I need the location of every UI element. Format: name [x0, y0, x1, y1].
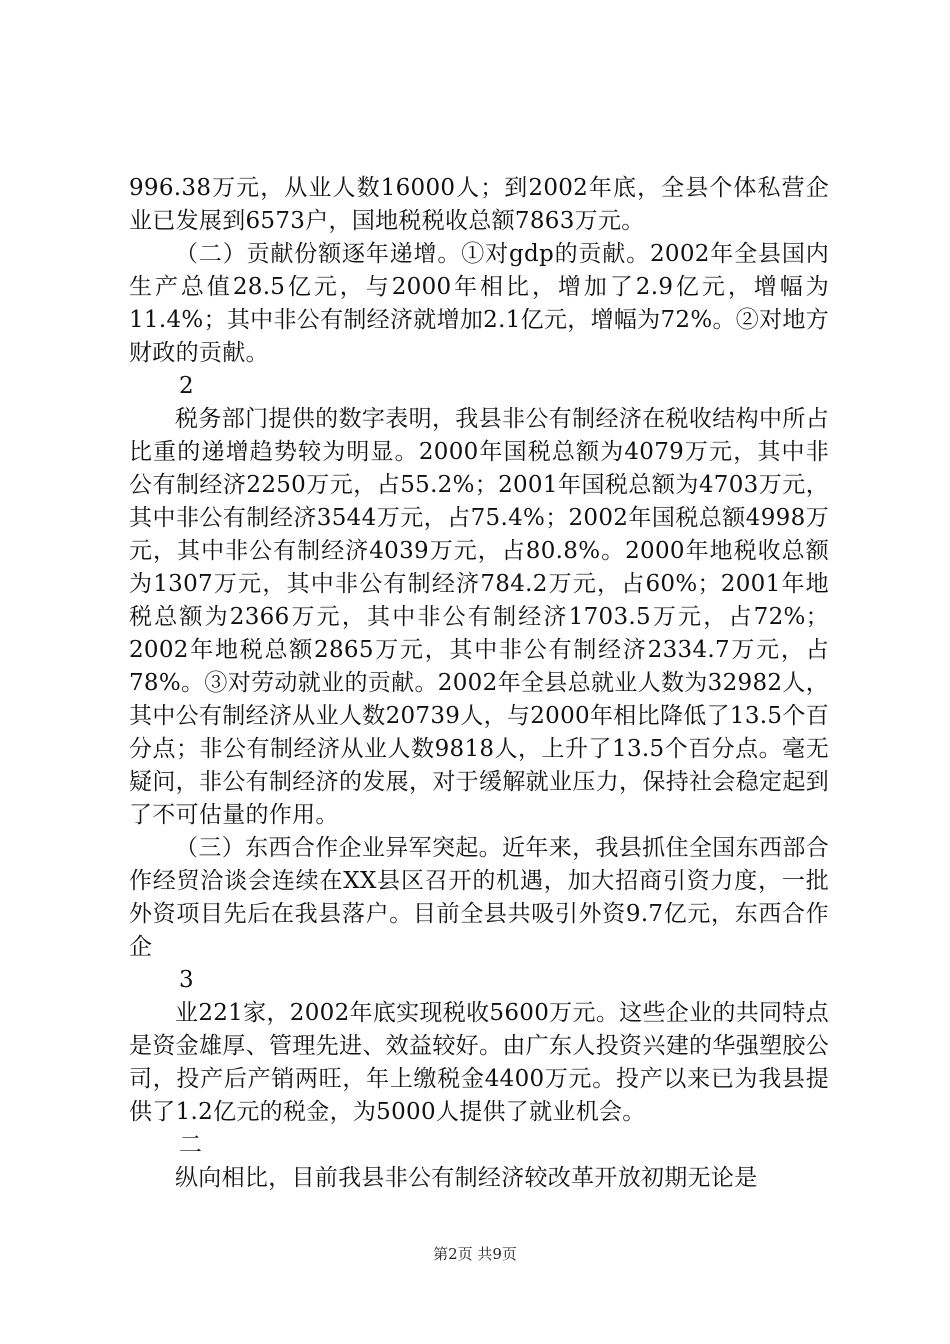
paragraph-3: 税务部门提供的数字表明，我县非公有制经济在税收结构中所占比重的递增趋势较为明显。2000年国税总额为4079万元，其中非公有制经济2250万元，占55.2%；2001年国税总额为4703万元，其中非公有制经济3544万元，占75.4%；2002年国税总额4998万元，其中非公有制经济4039万元，占80.8%。2000年地税收总额为1307万元，其中非公有制经济784.2万元，占60%；2001年地税总额为2366万元，其中非公有制经济1703.5万元，占72%；2002年地税总额2865万元，其中非公有制经济2334.7万元，占78%。③对劳动就业的贡献。2002年全县总就业人数为32982人，其中公有制经济从业人数20739人，与2000年相比降低了13.5个百分点；非公有制经济从业人数9818人，上升了13.5个百分点。毫无疑问，非公有制经济的发展，对于缓解就业压力，保持社会稳定起到了不可估量的作用。	[129, 406, 829, 828]
paragraph-5: 业221家，2002年底实现税收5600万元。这些企业的共同特点是资金雄厚、管理先进、效益较好。由广东人投资兴建的华强塑胶公司，投产后产销两旺，年上缴税金4400万元。投产以来已为我县提供了1.2亿元的税金，为5000人提供了就业机会。	[129, 1000, 829, 1125]
page-footer: 第2页 共9页	[433, 1245, 517, 1263]
paragraph-4: （三）东西合作企业异军突起。近年来，我县抓住全国东西部合作经贸洽谈会连续在XX县区召开的机遇，加大招商引资力度，一批外资项目先后在我县落户。目前全县共吸引外资9.7亿元，东西合作企	[129, 835, 829, 960]
section-marker-2: 2	[179, 373, 194, 399]
paragraph-1: 996.38万元，从业人数16000人；到2002年底，全县个体私营企业已发展到6573户，国地税税收总额7863万元。	[129, 175, 829, 234]
section-marker-3: 3	[179, 967, 194, 993]
paragraph-2: （二）贡献份额逐年递增。①对gdp的贡献。2002年全县国内生产总值28.5亿元，与2000年相比，增加了2.9亿元，增幅为11.4%；其中非公有制经济就增加2.1亿元，增幅为72%。②对地方财政的贡献。	[129, 241, 829, 366]
paragraph-6: 纵向相比，目前我县非公有制经济较改革开放初期无论是	[175, 1165, 758, 1191]
document-body	[129, 172, 829, 1195]
section-marker-two: 二	[179, 1132, 203, 1158]
